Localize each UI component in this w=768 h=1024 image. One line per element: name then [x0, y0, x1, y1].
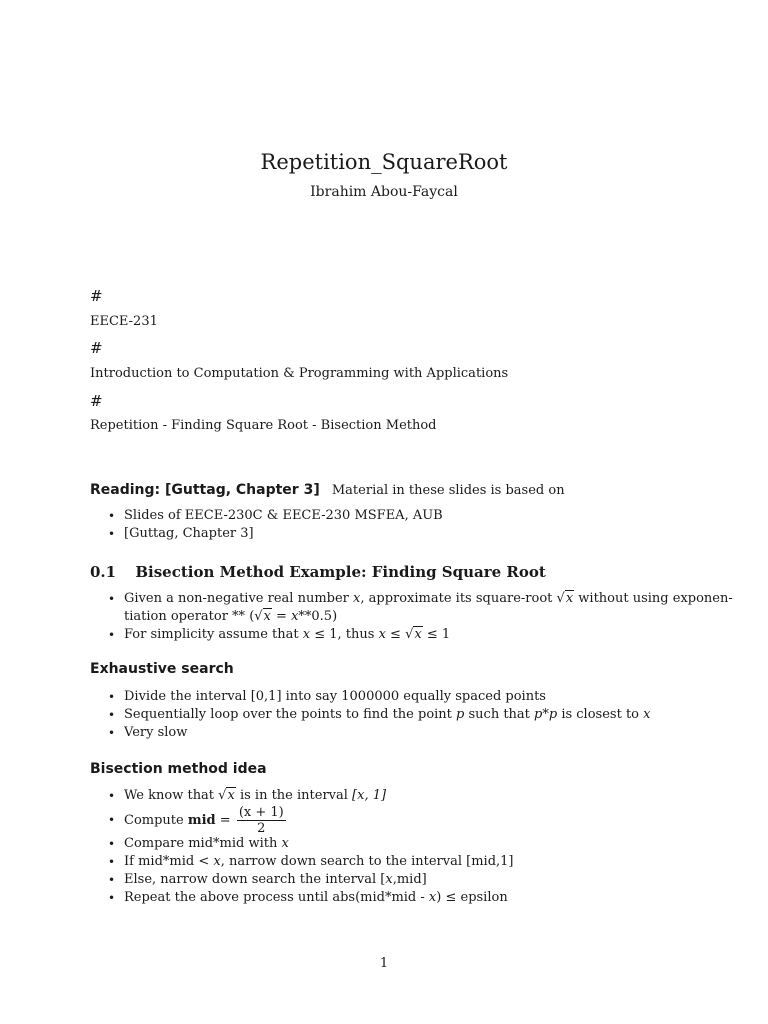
list-item: • We know that √x is in the interval [x, 1] [90, 787, 514, 805]
text-fragment: **0.5 [298, 609, 333, 624]
list-item: • For simplicity assume that x ≤ 1, thus x ≤ √x ≤ 1 [90, 626, 733, 644]
math-pp: p*p [534, 707, 558, 722]
text-fragment: ≤ 1 [422, 627, 451, 642]
section-list [90, 590, 733, 644]
reading-list [90, 507, 443, 543]
reading-label: Reading: [Guttag, Chapter 3] [90, 482, 320, 498]
text-fragment: = [215, 813, 235, 828]
hash-marker: # [90, 392, 103, 410]
math-x: x [291, 609, 299, 624]
document-title: Repetition_SquareRoot [260, 150, 508, 174]
mid-bold: mid [187, 813, 216, 828]
text-fragment: , approximate its square-root [360, 591, 557, 606]
list-item [90, 805, 514, 835]
bisection-heading: Bisection method idea [90, 761, 267, 777]
math-x: x [353, 591, 361, 606]
fraction-denominator: 2 [257, 821, 266, 836]
math-x: x [302, 627, 311, 642]
math-x: x [643, 707, 651, 722]
math-interval: [x, 1] [352, 788, 387, 803]
math-sqrt-x: x [227, 788, 235, 803]
text-fragment: tiation operator ** [124, 609, 250, 624]
math-x: x [213, 854, 221, 869]
text-fragment: If mid*mid < [124, 854, 214, 869]
section-title: Bisection Method Example: Finding Square Root [135, 563, 546, 581]
text-fragment: Given a non-negative real number [124, 591, 354, 606]
reading-paragraph [90, 482, 565, 498]
text-fragment: For simplicity assume that [124, 627, 303, 642]
math-x: x [428, 890, 437, 905]
page-number: 1 [379, 956, 389, 971]
list-item: • [Guttag, Chapter 3] [90, 525, 443, 543]
text-fragment: is in the interval [235, 788, 353, 803]
author-name: Ibrahim Abou-Faycal [310, 184, 458, 200]
text-fragment: Repeat the above process until abs(mid*mid - [124, 890, 429, 905]
list-item [90, 853, 514, 871]
text-fragment: Else, narrow down search the interval [ [124, 872, 386, 887]
course-name: Introduction to Computation & Programming with Applications [90, 366, 509, 381]
list-item: • Very slow [90, 724, 650, 742]
bisection-list [90, 787, 514, 907]
list-item: • Given a non-negative real number x, approximate its square-root √x without using exponen- tiation operator ** (√x = x**0.5) [90, 590, 733, 626]
fraction [237, 805, 286, 836]
text-fragment: is closest to [557, 707, 644, 722]
text-fragment: ,mid] [392, 872, 427, 887]
list-item [90, 706, 650, 724]
text-fragment: Sequentially loop over the points to find the point [124, 707, 457, 722]
list-item: • Slides of EECE-230C & EECE-230 MSFEA, AUB [90, 507, 443, 525]
math-sqrt-x: x [263, 609, 271, 624]
text-fragment: , narrow down search to the interval [mid,1] [220, 854, 514, 869]
math-p: p [456, 707, 465, 722]
math-sqrt-x: x [565, 591, 574, 606]
list-item [90, 871, 514, 889]
text-fragment: without using exponen- [574, 591, 733, 606]
math-x: x [385, 872, 393, 887]
hash-marker: # [90, 287, 103, 305]
math-x: x [281, 836, 289, 851]
text-fragment: Compute [124, 813, 188, 828]
section-heading [90, 563, 546, 581]
topic-line: Repetition - Finding Square Root - Bisection Method [90, 418, 437, 433]
text-fragment: such that [464, 707, 535, 722]
hash-marker: # [90, 339, 103, 357]
text-fragment: ≤ 1, thus [310, 627, 379, 642]
list-item [90, 889, 514, 907]
list-item: • Divide the interval [0,1] into say 1000000 equally spaced points [90, 688, 650, 706]
fraction-numerator: (x + 1) [238, 805, 284, 820]
reading-text: Material in these slides is based on [331, 483, 565, 498]
course-code: EECE-231 [90, 314, 158, 329]
text-fragment: ) ≤ epsilon [436, 890, 508, 905]
exhaustive-list [90, 688, 650, 742]
text-fragment: Compare mid*mid with [124, 836, 282, 851]
list-item [90, 835, 514, 853]
math-sqrt-x: x [414, 627, 422, 642]
section-number: 0.1 [90, 563, 117, 581]
text-fragment: We know that [124, 788, 219, 803]
exhaustive-heading: Exhaustive search [90, 661, 234, 677]
math-x: x [378, 627, 386, 642]
